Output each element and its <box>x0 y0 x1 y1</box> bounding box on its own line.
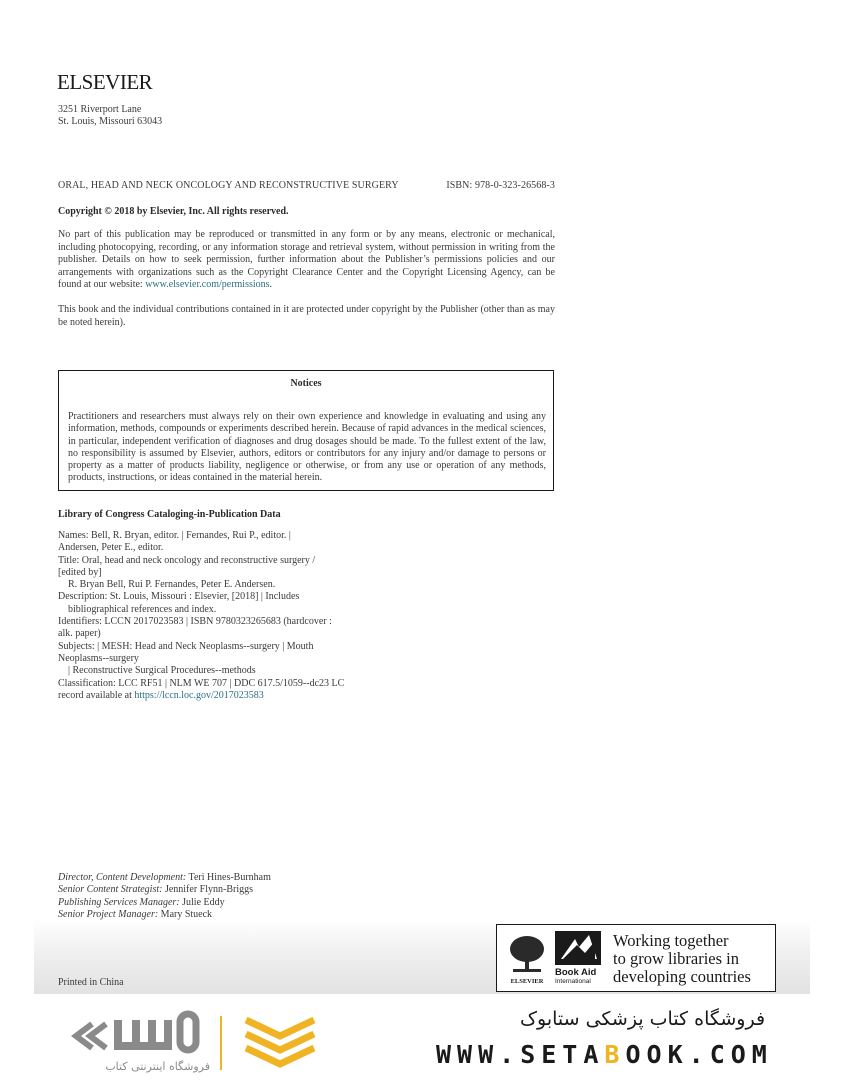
cip-line: Andersen, Peter E., editor. <box>58 542 164 554</box>
cip-line: | Reconstructive Surgical Procedures--methods <box>68 665 256 677</box>
cip-line: alk. paper) <box>58 628 101 640</box>
permissions-link[interactable]: www.elsevier.com/permissions <box>145 279 270 290</box>
notices-text: Practitioners and researchers must always rely on their own experience and knowledge in evaluating and using any information, methods, compounds or experiments described herein. Because of rapid advances in the medical sciences, in particular, independent verification of diagnoses and drug dosages should be made. To the fullest extent of the law, no responsibility is assumed by Elsevier, authors, editors or contributors for any injury and/or damage to persons or property as a matter of products liability, negligence or otherwise, or from any use or operation of any methods, products, instructions, or ideas contained in the material herein. <box>68 411 546 484</box>
slogan-line: to grow libraries in <box>613 949 740 968</box>
url-prefix: WWW.SETA <box>436 1040 605 1069</box>
book-aid-slogan <box>613 932 751 986</box>
cip-line: Classification: LCC RF51 | NLM WE 707 | DDC 617.5/1059--dc23 LC <box>58 677 345 689</box>
book-isbn: ISBN: 978-0-323-26568-3 <box>446 180 555 191</box>
notices-title: Notices <box>290 378 322 389</box>
printed-in: Printed in China <box>58 977 124 988</box>
book-aid-label: Book Aid <box>555 967 597 978</box>
lccn-link[interactable]: https://lccn.loc.gov/2017023583 <box>134 689 264 701</box>
url-suffix: OOK.COM <box>625 1040 773 1069</box>
international-label: International <box>555 978 591 985</box>
cip-line: Identifiers: LCCN 2017023583 | ISBN 9780323265683 (hardcover : <box>58 616 332 628</box>
url-highlight: B <box>604 1040 626 1069</box>
setabook-persian-name: فروشگاه کتاب پزشکی ستابوک <box>520 1008 766 1030</box>
cip-line: Neoplasms--surgery <box>58 652 139 664</box>
credit-line <box>58 897 271 909</box>
elsevier-logo: ELSEVIER <box>57 70 153 94</box>
book-title: ORAL, HEAD AND NECK ONCOLOGY AND RECONSTRUCTIVE SURGERY <box>58 180 399 191</box>
credit-role: Publishing Services Manager: <box>58 896 180 908</box>
cip-line: R. Bryan Bell, Rui P. Fernandes, Peter E. Andersen. <box>68 579 276 591</box>
cip-record-text: record available at <box>58 689 135 701</box>
cip-line: bibliographical references and index. <box>68 603 217 615</box>
credit-name: Teri Hines-Burnham <box>188 872 271 883</box>
copyright-notice: Copyright © 2018 by Elsevier, Inc. All rights reserved. <box>58 206 289 217</box>
setabook-url[interactable] <box>436 1040 773 1069</box>
permissions-text: No part of this publication may be reproduced or transmitted in any form or by any means, electronic or mechanical, including photocopying, recording, or any information storage and retrieval system, without permission in writing from the publisher. Details on how to seek permission, further information about the Publisher’s permissions policies and our arrangements with organizations such as the Copyright Clearance Center and the Copyright Licensing Agency, can be found at our website: <box>58 229 555 290</box>
slogan-line: Working together <box>613 931 729 950</box>
setabook-subtitle: فروشگاه اینترنتی کتاب <box>105 1060 210 1073</box>
permissions-paragraph: No part of this publication may be reproduced or transmitted in any form or by any means, electronic or mechanical, including photocopying, recording, or any information storage and retrieval system, without permission in writing from the publisher. Details on how to seek permission, further information about the Publisher’s permissions policies and our arrangements with organizations such as the Copyright Clearance Center and the Copyright Licensing Agency, can be found at our website: www.elsevier.com/permissions. <box>58 229 555 290</box>
credit-role: Senior Project Manager: <box>58 908 159 920</box>
address-line-1: 3251 Riverport Lane <box>58 104 142 115</box>
cip-line: Description: St. Louis, Missouri : Elsevier, [2018] | Includes <box>58 591 300 603</box>
credit-name: Jennifer Flynn-Briggs <box>164 884 253 896</box>
credit-role: Senior Content Strategist: <box>58 884 163 896</box>
setabook-logo-icon <box>70 1010 340 1076</box>
elsevier-tree-logo-icon <box>505 931 549 985</box>
cip-record-line <box>58 690 368 702</box>
credit-name: Mary Stueck <box>160 908 213 920</box>
protected-paragraph: This book and the individual contributions contained in it are protected under copyright by the Publisher (other than as may be noted herein). <box>58 304 555 328</box>
book-title-line <box>58 180 555 191</box>
setabook-watermark-band <box>0 996 844 1080</box>
cip-line: Title: Oral, head and neck oncology and reconstructive surgery / <box>58 554 316 566</box>
slogan-line: developing countries <box>613 967 751 986</box>
credit-line <box>58 884 271 896</box>
publisher-address <box>58 104 162 129</box>
cip-data <box>58 530 368 702</box>
notices-box <box>58 370 554 491</box>
cip-line: [edited by] <box>58 566 102 578</box>
cip-line: Names: Bell, R. Bryan, editor. | Fernandes, Rui P., editor. | <box>58 530 291 541</box>
credit-name: Julie Eddy <box>182 896 225 908</box>
cip-heading: Library of Congress Cataloging-in-Publication Data <box>58 509 281 520</box>
address-line-2: St. Louis, Missouri 63043 <box>58 116 163 128</box>
book-aid-banner <box>496 924 776 992</box>
credit-role: Director, Content Development: <box>58 872 187 883</box>
credit-line <box>58 872 271 884</box>
book-aid-logo-icon <box>555 931 605 985</box>
elsevier-small-label: ELSEVIER <box>510 978 544 985</box>
cip-line: Subjects: | MESH: Head and Neck Neoplasms--surgery | Mouth <box>58 640 314 652</box>
